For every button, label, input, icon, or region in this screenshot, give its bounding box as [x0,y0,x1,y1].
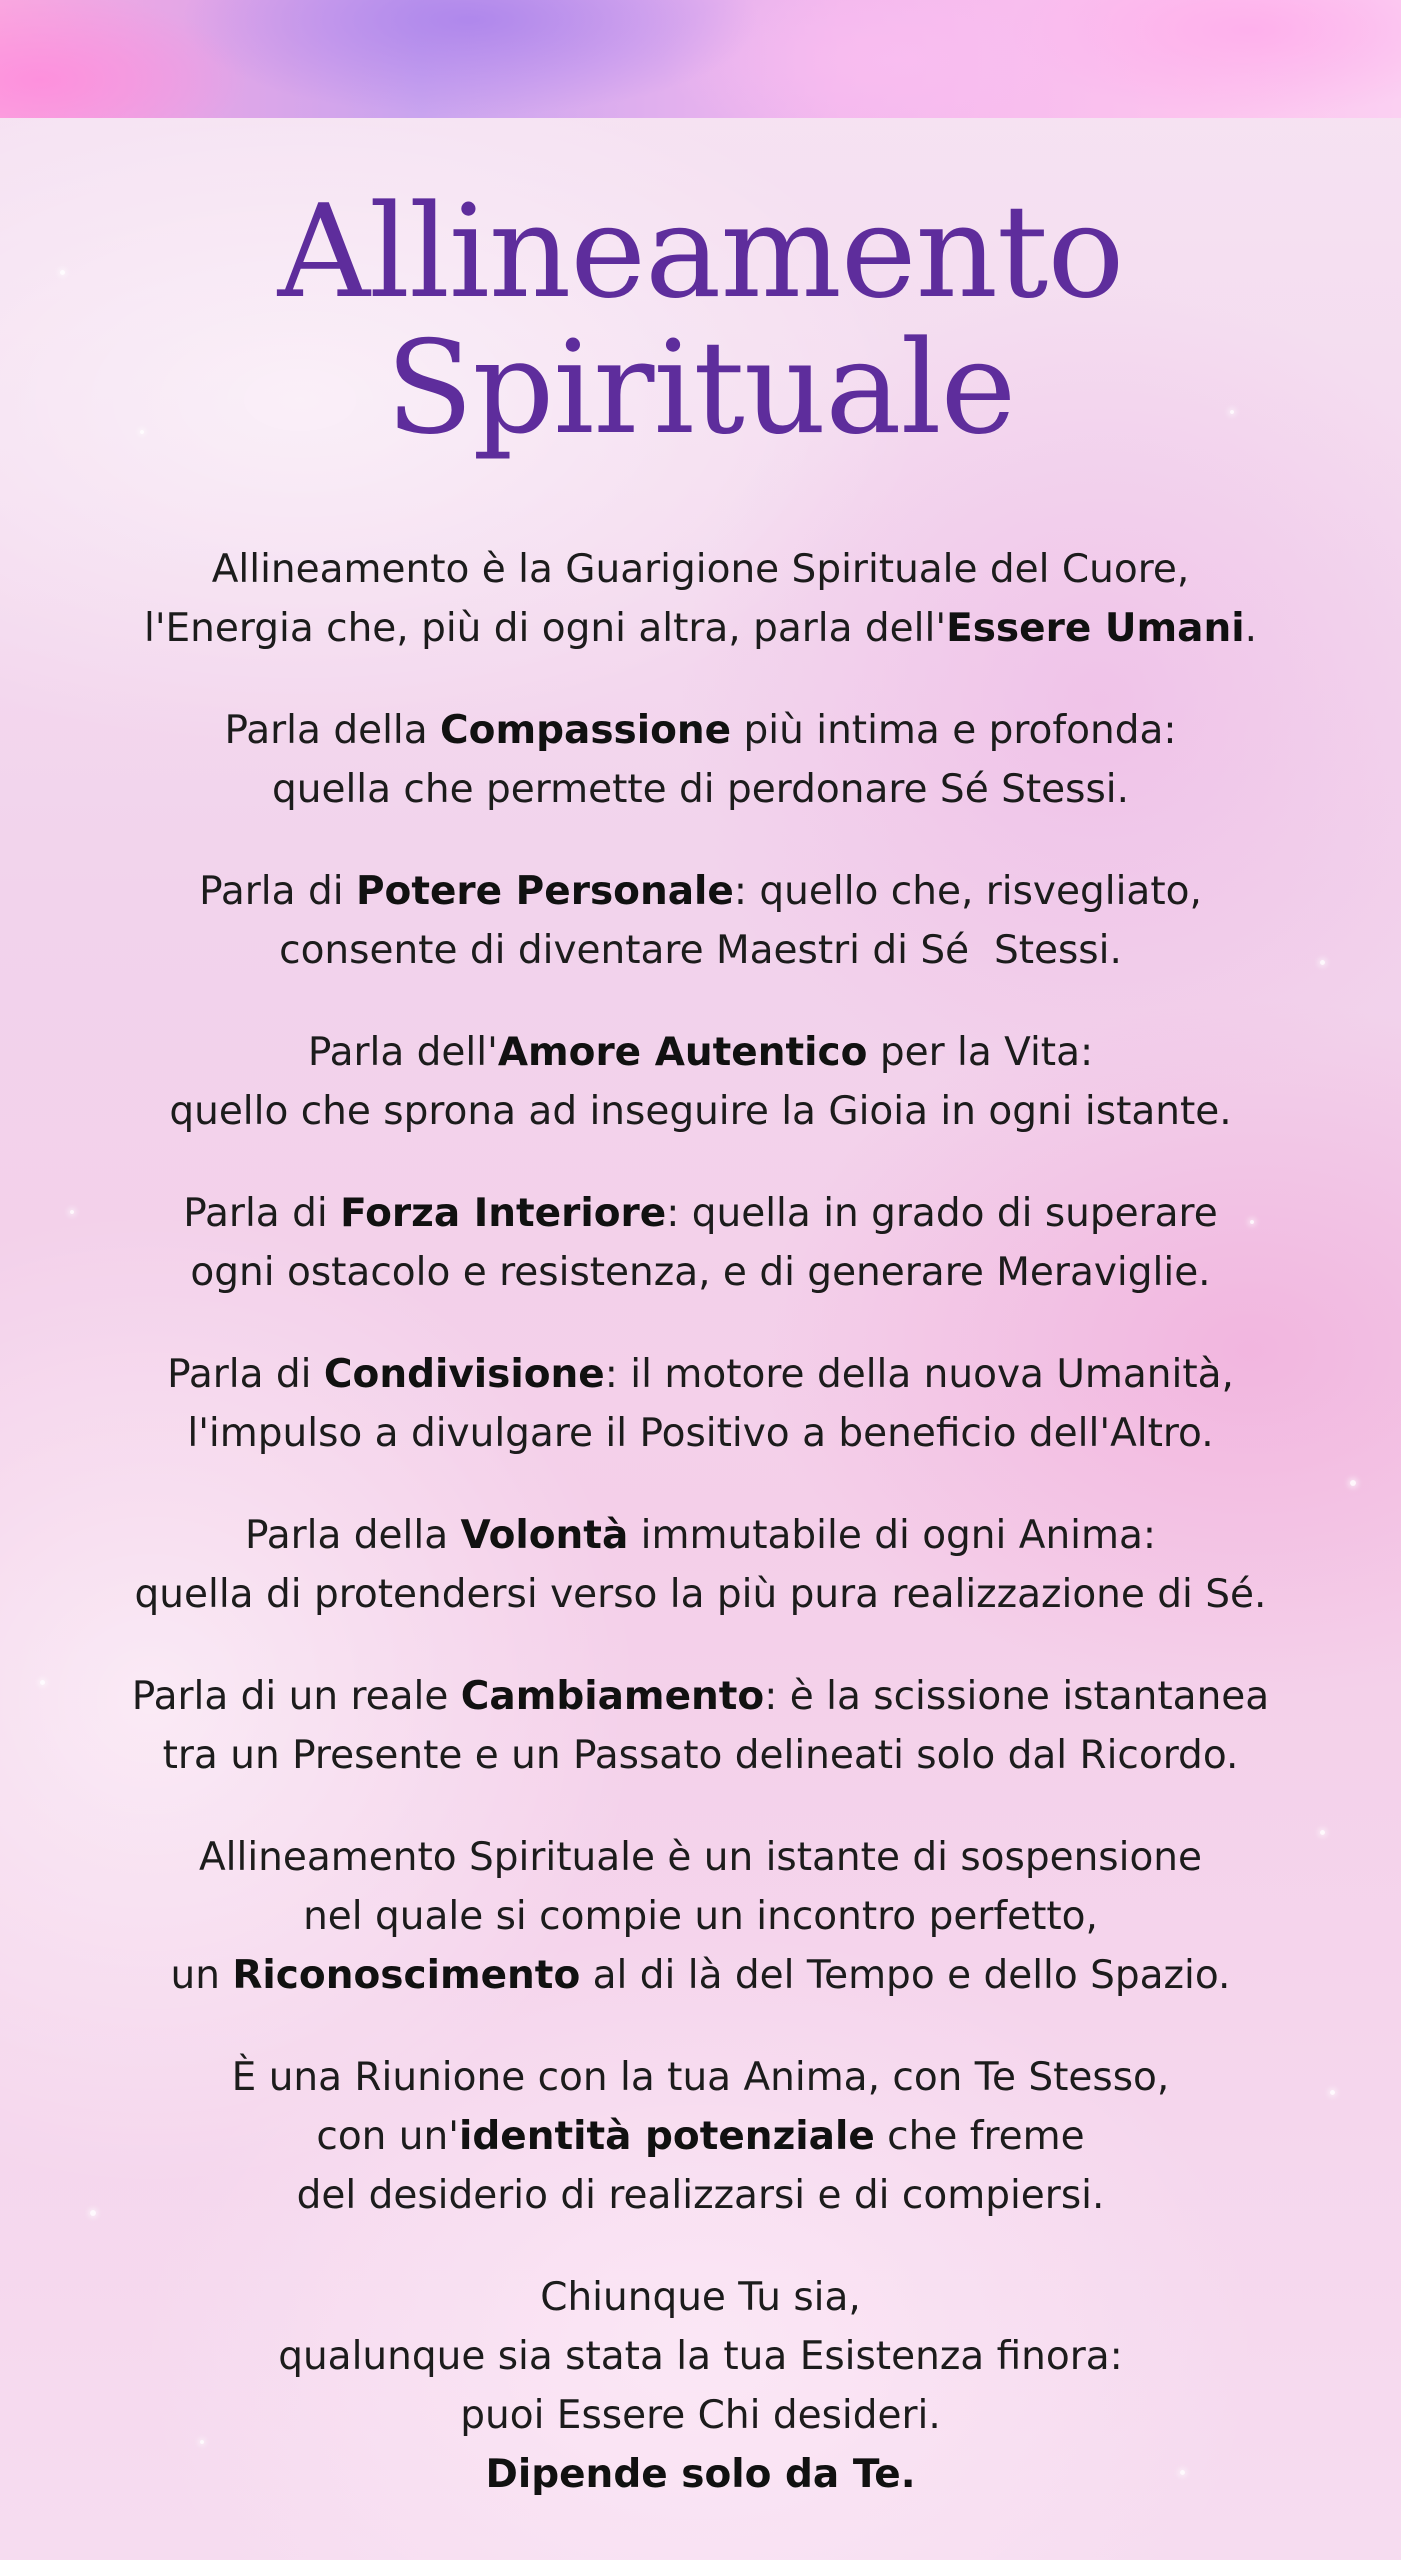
bold-keyword: Volontà [460,1513,629,1558]
sparkle-decoration [1330,2090,1335,2095]
text-line [80,1946,1321,2005]
bold-keyword: Forza Interiore [340,1191,667,1236]
body-text [80,540,1321,2547]
text-line: Chiunque Tu sia, [540,2275,861,2320]
text-fragment: con un' [316,2114,459,2159]
text-line [80,701,1321,760]
text-fragment: che freme [874,2114,1085,2159]
text-fragment: un [170,1953,233,1998]
bold-keyword: Condivisione [323,1352,605,1397]
text-line: puoi Essere Chi desideri. [460,2393,941,2438]
text-line [80,1345,1321,1404]
text-fragment: per la Vita: [867,1030,1094,1075]
paragraph [80,2268,1321,2504]
text-line [80,1667,1321,1726]
bold-keyword: Cambiamento [460,1674,765,1719]
text-line [80,1506,1321,1565]
text-fragment: : quella in grado di superare [666,1191,1218,1236]
text-line [80,599,1321,658]
bold-keyword: Amore Autentico [497,1030,868,1075]
top-gradient-banner [0,0,1401,118]
text-line: consente di diventare Maestri di Sé Stessi. [279,928,1122,973]
bold-keyword: Potere Personale [355,869,734,914]
text-line: Allineamento Spirituale è un istante di sospensione [198,1835,1203,1880]
text-fragment: immutabile di ogni Anima: [628,1513,1157,1558]
text-fragment: Parla di [183,1191,341,1236]
bold-keyword: Essere Umani [946,606,1245,651]
text-line [80,2107,1321,2166]
text-line: l'impulso a divulgare il Positivo a beneficio dell'Altro. [187,1411,1214,1456]
paragraph [80,2048,1321,2225]
text-line: È una Riunione con la tua Anima, con Te Stesso, [231,2055,1170,2100]
title-line-2: Spirituale [385,314,1016,463]
text-fragment: : quello che, risvegliato, [733,869,1202,914]
text-line: tra un Presente e un Passato delineati solo dal Ricordo. [162,1733,1239,1778]
text-line [80,1184,1321,1243]
text-fragment: Parla della [224,708,441,753]
paragraph [80,1506,1321,1624]
text-fragment: . [1244,606,1258,651]
page-title [0,178,1401,463]
text-fragment: Parla di [167,1352,324,1397]
text-fragment: più intima e profonda: [731,708,1177,753]
paragraph [80,701,1321,819]
title-line-1: Allineamento [277,178,1124,327]
text-line [80,862,1321,921]
text-fragment: l'Energia che, più di ogni altra, parla dell' [143,606,947,651]
text-fragment: Parla di un reale [131,1674,461,1719]
text-fragment: Parla della [244,1513,461,1558]
sparkle-decoration [70,1210,74,1214]
text-fragment: al di là del Tempo e dello Spazio. [580,1953,1231,1998]
text-line [80,1023,1321,1082]
closing-line: Dipende solo da Te. [485,2452,916,2497]
sparkle-decoration [40,1680,45,1685]
text-line: nel quale si compie un incontro perfetto, [303,1894,1098,1939]
bold-keyword: Compassione [440,708,732,753]
paragraph [80,1828,1321,2005]
paragraph [80,540,1321,658]
paragraph [80,862,1321,980]
paragraph [80,1667,1321,1785]
text-line: Allineamento è la Guarigione Spirituale del Cuore, [211,547,1190,592]
text-fragment: Parla dell' [307,1030,498,1075]
paragraph [80,1023,1321,1141]
text-line: ogni ostacolo e resistenza, e di generare Meraviglie. [190,1250,1211,1295]
text-fragment: : il motore della nuova Umanità, [604,1352,1234,1397]
text-line: quello che sprona ad inseguire la Gioia in ogni istante. [169,1089,1232,1134]
bold-keyword: identità potenziale [458,2114,875,2159]
paragraph [80,1184,1321,1302]
bold-keyword: Riconoscimento [232,1953,581,1998]
text-line: quella che permette di perdonare Sé Stessi. [272,767,1129,812]
paragraph [80,1345,1321,1463]
text-fragment: Parla di [199,869,356,914]
sparkle-decoration [1350,1480,1356,1486]
text-fragment: : è la scissione istantanea [764,1674,1270,1719]
text-line: qualunque sia stata la tua Esistenza finora: [278,2334,1123,2379]
text-line: del desiderio di realizzarsi e di compiersi. [296,2173,1105,2218]
text-line: quella di protendersi verso la più pura realizzazione di Sé. [134,1572,1267,1617]
